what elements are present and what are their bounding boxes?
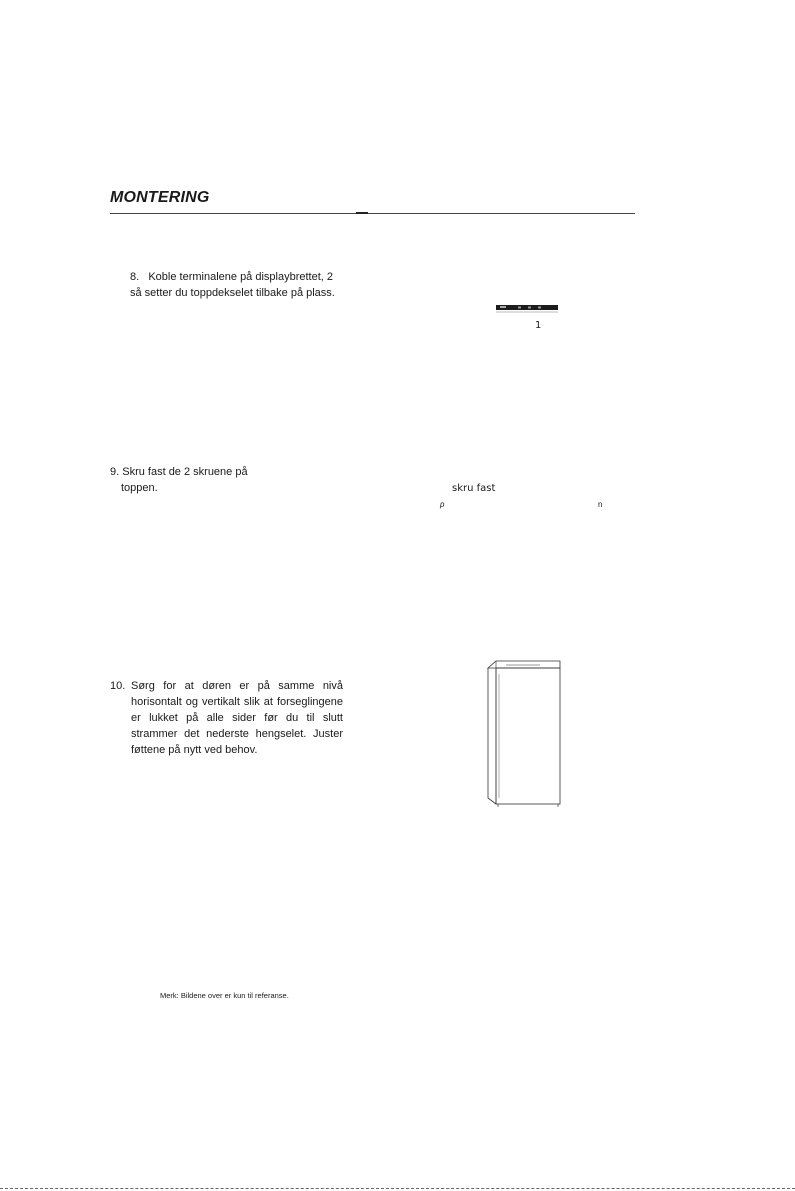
step-9-line-1: 9. Skru fast de 2 skruene på xyxy=(110,466,248,478)
step-10-line-5: føttene på nytt ved behov. xyxy=(131,744,258,756)
display-board-illustration xyxy=(492,300,562,336)
step-10-line-4: strammer det nederste hengselet. Juster xyxy=(131,728,343,740)
screw-right-icon: n xyxy=(598,500,603,509)
step-9-text xyxy=(110,464,310,496)
display-board-led-1 xyxy=(518,307,521,309)
page-title: MONTERING xyxy=(110,189,210,206)
display-board-terminal-left xyxy=(500,306,506,308)
freezer-top xyxy=(488,661,560,668)
step-10-line-1: Sørg for at døren er på samme nivå xyxy=(131,680,343,692)
step-8-line-1: 8. Koble terminalene på displaybrettet, 2 xyxy=(130,271,334,283)
callout-number-1: 1 xyxy=(535,320,542,331)
step-8-text xyxy=(130,269,370,301)
step-9-line-2: toppen. xyxy=(121,482,158,494)
display-board-led-2 xyxy=(528,307,531,309)
reference-note: Merk: Bildene over er kun til referanse. xyxy=(160,991,289,1000)
freezer-illustration xyxy=(484,656,566,808)
title-divider-accent xyxy=(356,212,368,214)
step-8-line-2: så setter du toppdekselet tilbake på plass. xyxy=(130,287,335,299)
freezer-side xyxy=(488,668,496,804)
step-10-line-3: er lukket på alle sider før du til slutt xyxy=(131,712,343,724)
page-bottom-edge xyxy=(0,1188,795,1189)
screw-callout-label: skru fast xyxy=(452,483,496,494)
step-10-line-2: horisontalt og vertikalt slik at forseglingene xyxy=(131,696,343,708)
freezer-door xyxy=(496,668,560,804)
screw-left-icon: p xyxy=(440,500,445,509)
title-divider xyxy=(110,213,635,214)
step-10-text xyxy=(110,678,343,758)
display-board-led-3 xyxy=(538,307,541,309)
step-10-number: 10. xyxy=(110,680,126,692)
